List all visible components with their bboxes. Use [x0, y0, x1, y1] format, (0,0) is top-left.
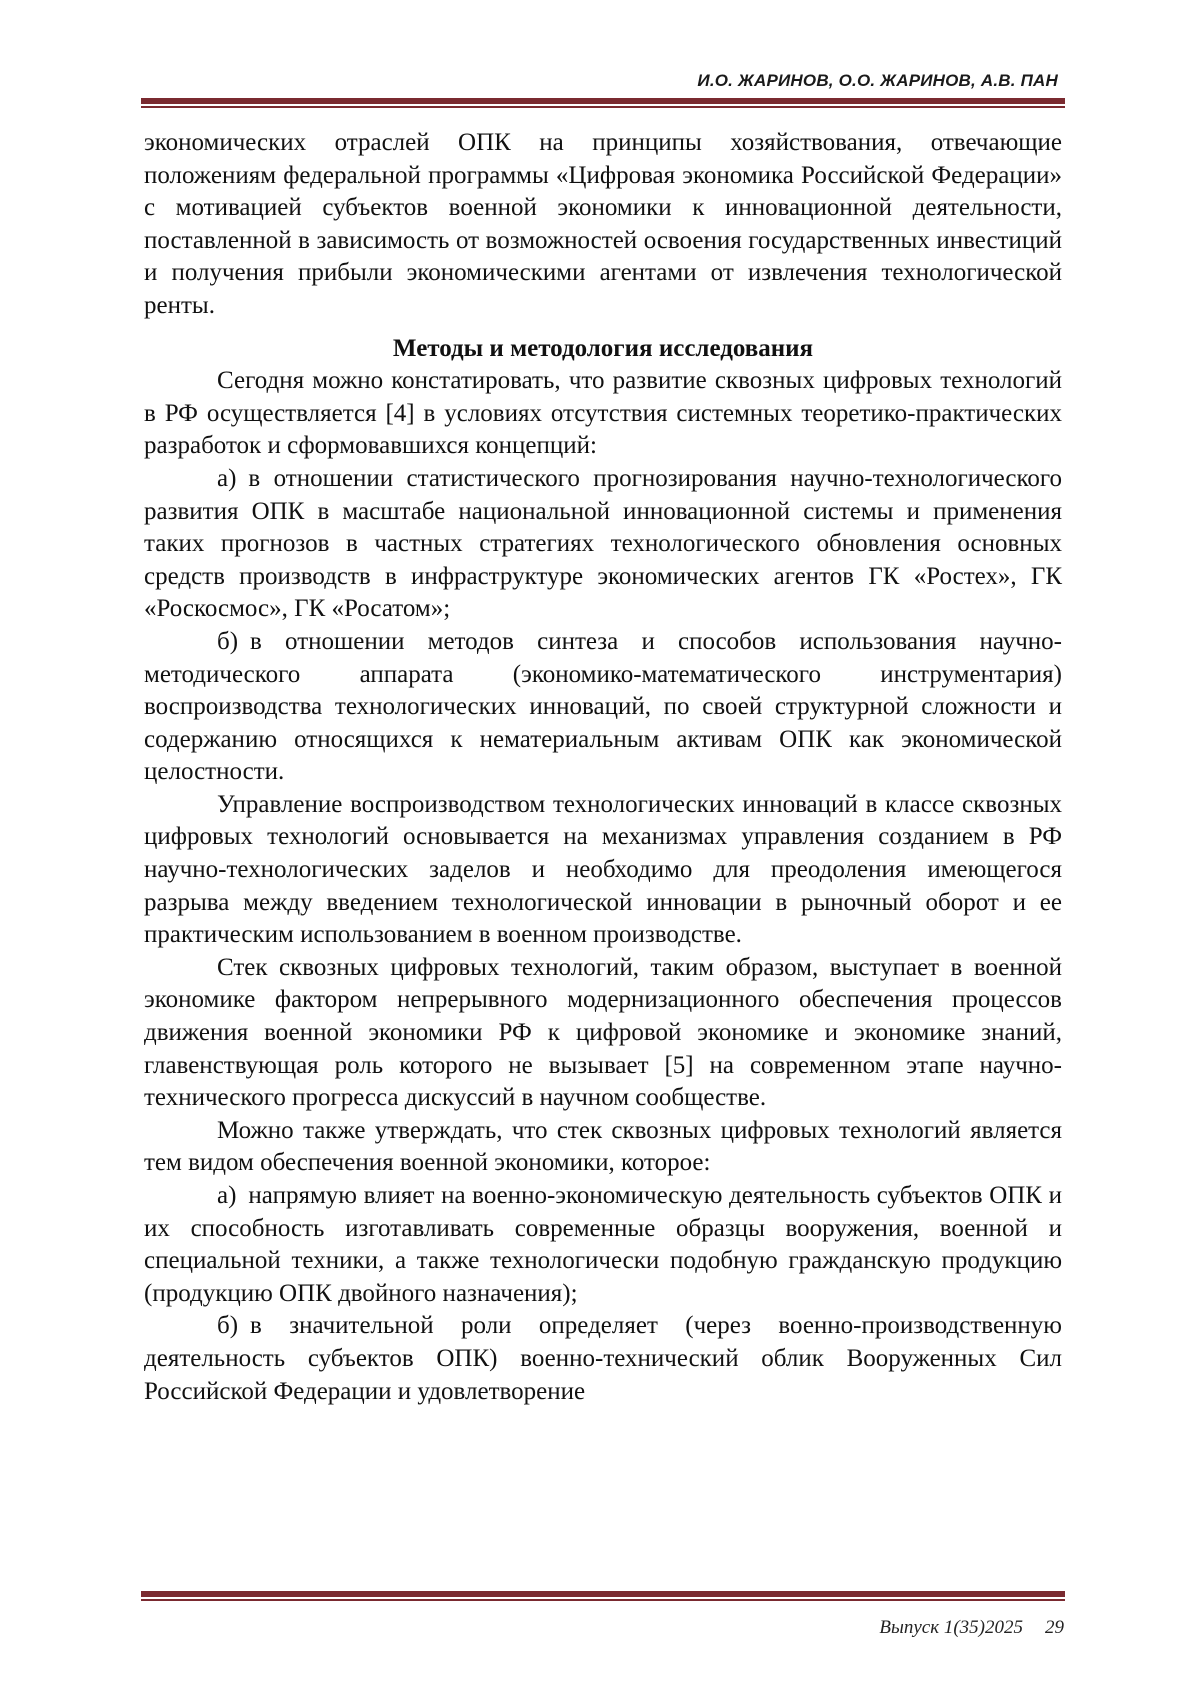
list-item-b [144, 626, 1062, 789]
list-item-text: напрямую влияет на военно-экономическую деятельность субъектов ОПК и их способность изготавливать современные образцы вооружения, военной и специальной техники, а также технологически подобную гражданскую продукцию (продукцию ОПК двойного назначения); [144, 1182, 1062, 1307]
section-heading: Методы и методология исследования [392, 334, 814, 362]
list-item-text: в отношении статистического прогнозирования научно-технологического развития ОПК в масштабе национальной инновационной системы и применения таких прогнозов в частных стратегиях технологического обновления основных средств производств в инфраструктуре экономических агентов ГК «Ростех», ГК «Роскосмос», ГК «Росатом»; [144, 464, 1062, 623]
issue-label: Выпуск 1(35)2025 [879, 1617, 1023, 1638]
page-footer [879, 1617, 1064, 1639]
list-marker: б) [217, 1312, 239, 1340]
list-item-a [144, 463, 1062, 626]
header-rule [141, 98, 1065, 108]
footer-rule [141, 1591, 1065, 1601]
paragraph-1: Сегодня можно констатировать, что развитие сквозных цифровых технологий в РФ осуществляется [4] в условиях отсутствия системных теоретико-практических разработок и сформовавшихся концепций: [144, 367, 1062, 460]
list-item-a-2 [144, 1180, 1062, 1310]
paragraph-3: Стек сквозных цифровых технологий, таким образом, выступает в военной экономике фактором непрерывного модернизационного обеспечения процессов движения военной экономики РФ к цифровой экономике и экономике знаний, главенствующая роль которого не вызывает [5] на современном этапе научно-технического прогресса дискуссий в научном сообществе. [144, 953, 1062, 1112]
paragraph-4: Можно также утверждать, что стек сквозных цифровых технологий является тем видом обеспечения военной экономики, которое: [144, 1116, 1062, 1177]
footer-rule-thin [141, 1599, 1065, 1601]
list-item-b-2 [144, 1310, 1062, 1408]
list-item-text: в значительной роли определяет (через военно-производственную деятельность субъектов ОПК) военно-технический облик Вооруженных Сил Российской Федерации и удовлетворение [144, 1312, 1062, 1405]
list-marker: а) [217, 464, 237, 492]
page-number: 29 [1045, 1617, 1064, 1638]
list-marker: а) [217, 1182, 237, 1209]
list-item-text: в отношении методов синтеза и способов использования научно-методического аппарата (экономико-математического инструментария) воспроизводства технологических инноваций, по своей структурной сложности и содержанию относящихся к нематериальным активам ОПК как экономической целостности. [144, 627, 1062, 786]
header-rule-thin [141, 106, 1065, 108]
intro-paragraph: экономических отраслей ОПК на принципы хозяйствования, отвечающие положениям федеральной программы «Цифровая экономика Российской Федерации» с мотивацией субъектов военной экономики к инновационной деятельности, поставленной в зависимость от возможностей освоения государственных инвестиций и получения прибыли экономическими агентами от извлечения технологической ренты. [144, 129, 1062, 319]
article-body [144, 127, 1062, 1408]
paragraph-2: Управление воспроизводством технологических инноваций в классе сквозных цифровых технологий основывается на механизмах управления созданием в РФ научно-технологических заделов и необходимо для преодоления имеющегося разрыва между введением технологической инновации в рыночный оборот и ее практическим использованием в военном производстве. [144, 790, 1062, 949]
running-header-authors: И.О. ЖАРИНОВ, О.О. ЖАРИНОВ, А.В. ПАН [697, 71, 1058, 90]
list-marker: б) [217, 627, 239, 655]
